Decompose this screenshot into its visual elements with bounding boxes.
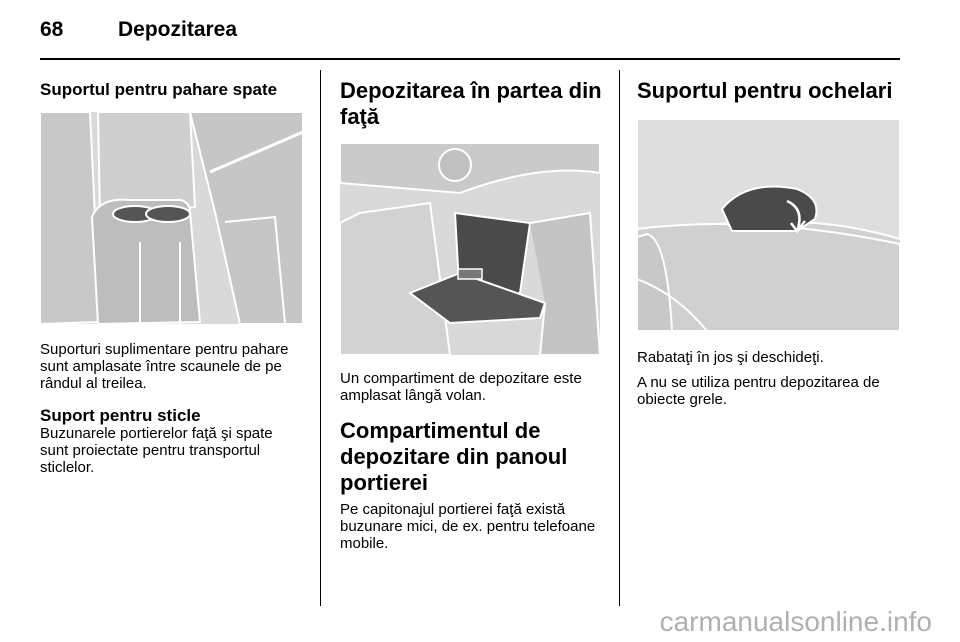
paragraph-rear-cupholder: Suporturi suplimentare pentru pahare sunt amplasate între scaunele de pe rândul al treilea. (40, 341, 289, 392)
header-divider (40, 58, 900, 60)
watermark: carmanualsonline.info (659, 606, 932, 637)
paragraph-glasses-holder-2: A nu se utiliza pentru depozitarea de obiecte grele. (637, 374, 880, 408)
subheading-bottle-holder: Suport pentru sticle (40, 406, 201, 425)
column-divider-2 (619, 70, 620, 606)
paragraph-glasses-holder-1: Rabataţi în jos şi deschideţi. (637, 349, 824, 366)
section-heading-rear-cupholder: Suportul pentru pahare spate (40, 80, 278, 99)
column-3 (637, 70, 902, 408)
paragraph-front-storage: Un compartiment de depozitare este amplasat lângă volan. (340, 370, 582, 404)
subheading-door-panel-storage: Compartimentul de depozitare din panoul portierei (340, 418, 568, 495)
page-title: Depozitarea (118, 18, 238, 41)
illustration-rear-cupholder (40, 112, 303, 324)
paragraph-bottle-holder: Buzunarele portierelor faţă şi spate sunt proiectate pentru transportul sticlelor. (40, 425, 273, 476)
paragraph-door-panel-storage: Pe capitonajul portierei faţă există buzunare mici, de ex. pentru telefoane mobile. (340, 501, 596, 552)
illustration-glasses-holder (637, 119, 900, 331)
page-number: 68 (40, 18, 64, 41)
column-divider-1 (320, 70, 321, 606)
column-2 (340, 70, 605, 552)
column-1 (40, 70, 305, 476)
illustration-front-storage (340, 143, 600, 355)
section-heading-glasses-holder: Suportul pentru ochelari (637, 78, 893, 103)
section-heading-front-storage: Depozitarea în partea din faţă (340, 78, 602, 129)
